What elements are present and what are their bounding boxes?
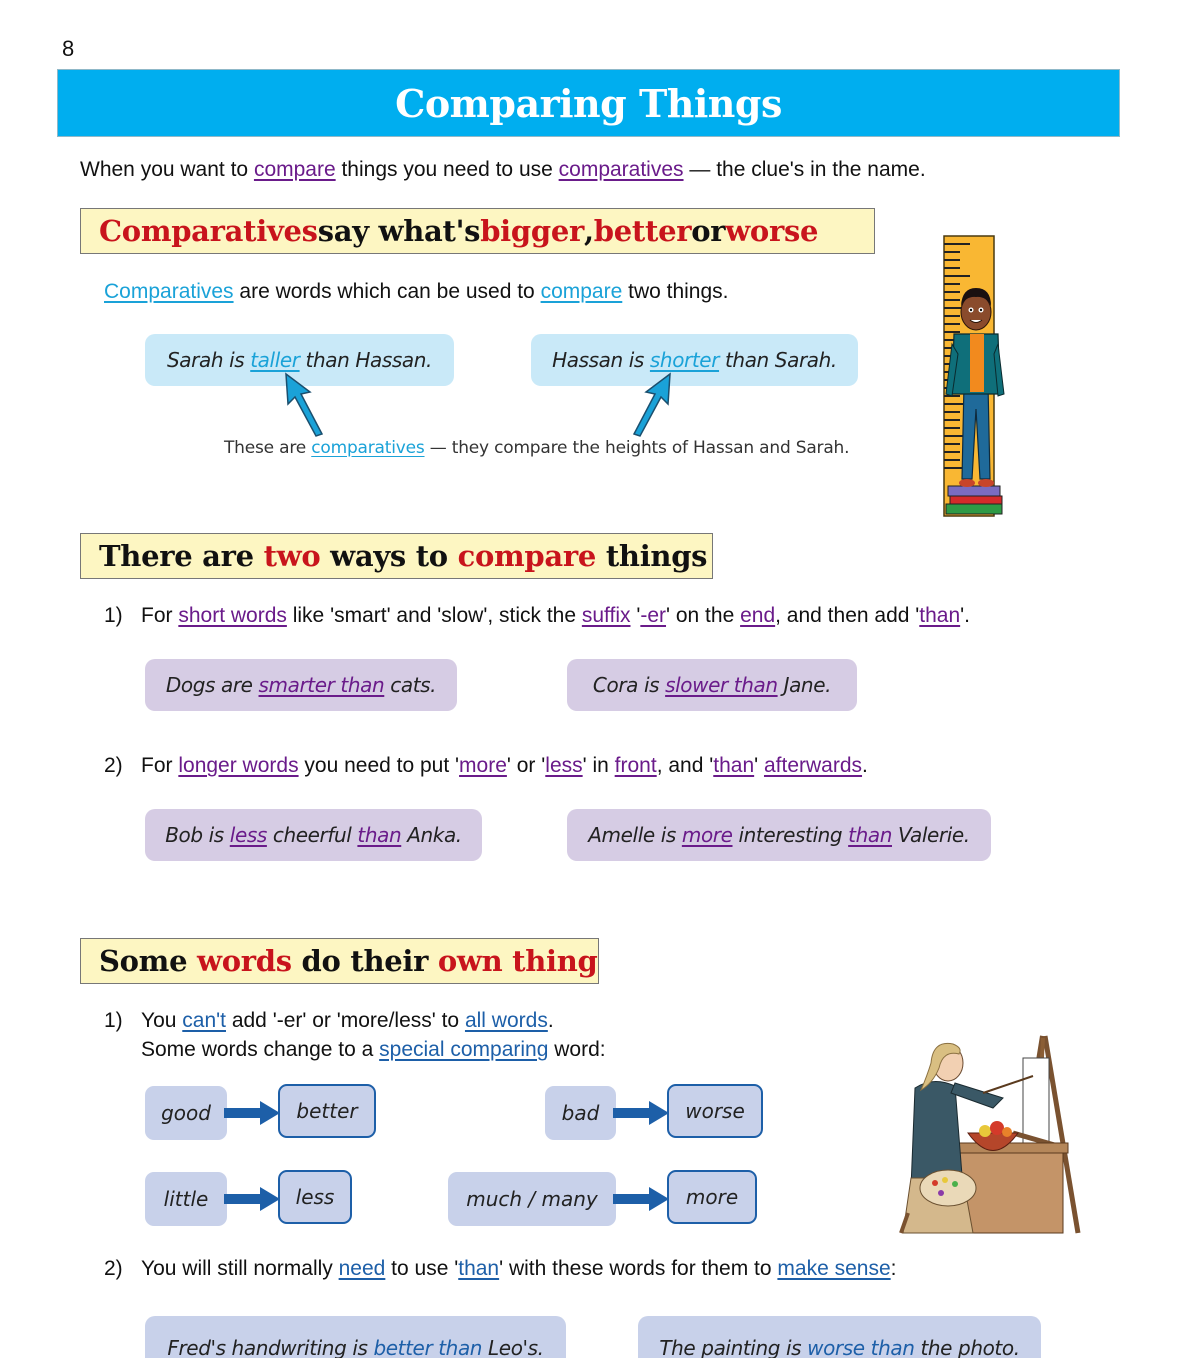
rule-special-words-line2 [141,1038,606,1062]
text-part: Cora is [592,673,666,697]
section-heading-comparatives [80,208,875,254]
comparatives-caption [224,438,849,458]
example-more-interesting [567,809,991,861]
keyword: shorter [649,348,720,372]
text-part: ' with these words for them to [499,1257,778,1280]
boy-height-chart-illustration [940,234,1010,520]
keyword: more [681,823,733,847]
keyword-comparatives: comparatives [558,158,684,181]
intro-text [80,158,926,182]
rule-still-need-than [104,1257,896,1281]
text-part: , and ' [656,754,714,777]
list-number: 2) [104,754,123,777]
text-part: interesting [732,823,849,847]
text-part: to use ' [385,1257,459,1280]
list-number: 2) [104,1257,123,1280]
text-part: — they compare the heights of Hassan and Sarah. [424,438,850,458]
word-worse: worse [667,1084,763,1138]
heading-part: Some [99,944,198,978]
keyword: Comparatives [104,280,234,303]
text-part: the photo. [914,1336,1020,1358]
keyword: make sense [777,1257,891,1280]
heading-part: things [596,539,708,573]
text-part: add '-er' or 'more/less' to [225,1009,465,1032]
example-shorter [531,334,858,386]
section-heading-own-thing [80,938,599,984]
text-part: , and then add ' [775,604,920,627]
text-part: '. [960,604,970,627]
keyword: compare [540,280,623,303]
keyword: need [338,1257,386,1280]
text-part: These are [224,438,312,458]
text-part: ' [754,754,764,777]
text-part: . [547,1009,554,1032]
arrow-right-icon [224,1101,280,1125]
keyword: comparatives [311,438,425,458]
example-slower [567,659,857,711]
heading-part: , [583,214,594,248]
keyword: short words [178,604,287,627]
example-better-than [145,1316,566,1358]
title-banner [57,69,1120,137]
list-number: 1) [104,1009,123,1032]
heading-part: ways to [320,539,458,573]
rule-short-words [104,604,970,628]
text-part: ' on the [666,604,741,627]
text-part: you need to put ' [298,754,460,777]
keyword: taller [250,348,300,372]
word-better: better [278,1084,376,1138]
keyword: -er [640,604,667,627]
example-worse-than [638,1316,1041,1358]
keyword: less [229,823,267,847]
intro-text-part: — the clue's in the name. [683,158,926,181]
text-part: Jane. [777,673,832,697]
text-part: ' [630,604,641,627]
heading-part: bigger [480,214,584,248]
text-part: are words which can be used to [233,280,541,303]
keyword: slower than [665,673,778,697]
keyword: better than [373,1336,483,1358]
word-good: good [145,1086,227,1140]
text-part: Hassan is [552,348,644,372]
arrow-right-icon [613,1187,669,1211]
arrow-right-icon [613,1101,669,1125]
text-part: ' in [582,754,615,777]
intro-text-part: When you want to [80,158,254,181]
heading-part: or [691,214,726,248]
word-more: more [667,1170,757,1224]
text-part: The painting is [659,1336,808,1358]
text-part: Amelle is [588,823,682,847]
text-part: Dogs are [165,673,259,697]
text-part: For [141,754,179,777]
text-part: two things. [622,280,729,303]
text-part: Fred's handwriting is [167,1336,374,1358]
text-part: Leo's. [482,1336,544,1358]
keyword: all words [464,1009,548,1032]
pointer-arrow-icon [280,372,330,438]
word-much-many: much / many [448,1172,616,1226]
text-part: Some words change to a [141,1038,380,1061]
heading-part: do their [291,944,438,978]
text-part: . [862,754,868,777]
text-part: than Sarah. [719,348,837,372]
text-part: You will still normally [141,1257,339,1280]
section-heading-two-ways [80,533,713,579]
keyword: special comparing [379,1038,549,1061]
text-part: For [141,604,179,627]
heading-part: worse [725,214,819,248]
heading-part: Comparatives [99,214,318,248]
keyword: suffix [581,604,631,627]
text-part: than Hassan. [299,348,432,372]
pointer-arrow-icon [628,372,678,438]
heading-part: There are [99,539,264,573]
heading-part: say what's [317,214,481,248]
intro-text-part: things you need to use [335,158,559,181]
word-little: little [145,1172,227,1226]
heading-part: words [197,944,292,978]
heading-part: own thing [437,944,598,978]
definition-text [104,280,729,304]
rule-longer-words [104,754,868,778]
text-part: : [890,1257,897,1280]
keyword: than [919,604,961,627]
keyword: more [459,754,507,777]
heading-part: better [593,214,692,248]
text-part: cheerful [266,823,358,847]
keyword: can't [182,1009,226,1032]
text-part: Bob is [165,823,230,847]
text-part: Sarah is [167,348,245,372]
keyword: than [458,1257,500,1280]
text-part: ' or ' [506,754,546,777]
keyword: than [713,754,755,777]
keyword: than [848,823,892,847]
keyword: than [357,823,402,847]
keyword: front [614,754,657,777]
text-part: like 'smart' and 'slow', stick the [286,604,582,627]
example-less-cheerful [145,809,482,861]
text-part: word: [548,1038,606,1061]
text-part: cats. [384,673,437,697]
word-less: less [278,1170,352,1224]
word-bad: bad [545,1086,616,1140]
text-part: You [141,1009,183,1032]
heading-part: compare [457,539,597,573]
heading-part: two [263,539,321,573]
arrow-right-icon [224,1187,280,1211]
rule-special-words [104,1009,554,1033]
keyword: end [740,604,776,627]
example-smarter [145,659,457,711]
keyword: less [545,754,583,777]
text-part: Anka. [401,823,462,847]
keyword: worse than [807,1336,915,1358]
keyword: smarter than [258,673,385,697]
text-part: Valerie. [892,823,970,847]
page-title: Comparing Things [395,80,782,126]
keyword-compare: compare [253,158,336,181]
page-number: 8 [62,36,75,61]
list-number: 1) [104,604,123,627]
woman-painting-illustration [893,1028,1088,1238]
keyword: longer words [178,754,299,777]
keyword: afterwards [763,754,863,777]
